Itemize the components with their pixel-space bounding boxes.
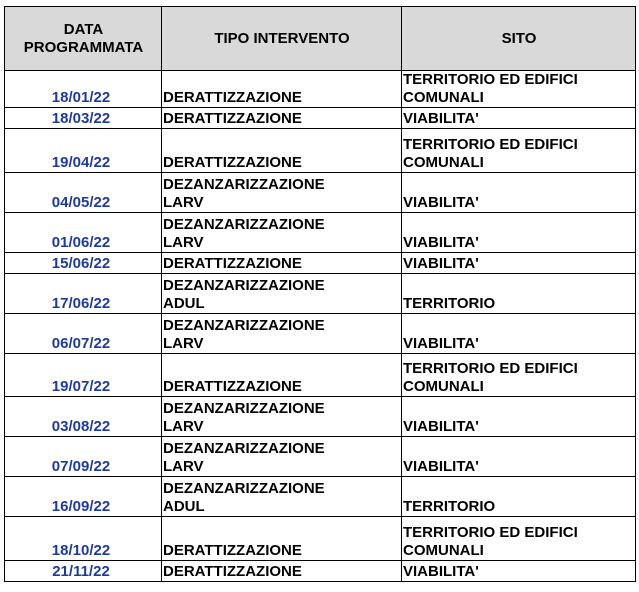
type-line: DEZANZARIZZAZIONE [163, 400, 325, 417]
site-line: VIABILITA' [403, 563, 479, 580]
site-line: TERRITORIO ED EDIFICI [403, 524, 578, 541]
date-cell: 15/06/22 [5, 253, 162, 274]
type-line: DEZANZARIZZAZIONE [163, 480, 325, 497]
site-cell [402, 71, 636, 108]
site-cell [402, 108, 636, 129]
type-line: DEZANZARIZZAZIONE [163, 317, 325, 334]
site-line: VIABILITA' [403, 194, 479, 211]
type-line: DEZANZARIZZAZIONE [163, 216, 325, 233]
table-row [5, 517, 636, 561]
header-date [5, 7, 162, 71]
site-line: VIABILITA' [403, 458, 479, 475]
date-cell: 18/03/22 [5, 108, 162, 129]
site-cell [402, 437, 636, 477]
type-line: DEZANZARIZZAZIONE [163, 277, 325, 294]
site-cell [402, 477, 636, 517]
site-line: TERRITORIO ED EDIFICI [403, 71, 578, 88]
site-cell [402, 173, 636, 213]
site-cell [402, 274, 636, 314]
site-line: TERRITORIO [403, 295, 496, 312]
site-line: COMUNALI [403, 154, 484, 171]
date-cell: 17/06/22 [5, 274, 162, 314]
type-cell [162, 274, 402, 314]
type-line: ADUL [163, 498, 205, 515]
type-line: LARV [163, 194, 204, 211]
table-row [5, 213, 636, 253]
table-row [5, 314, 636, 354]
date-cell: 03/08/22 [5, 397, 162, 437]
type-cell [162, 561, 402, 582]
table-row [5, 274, 636, 314]
date-cell: 01/06/22 [5, 213, 162, 253]
table-row [5, 253, 636, 274]
type-line: LARV [163, 418, 204, 435]
type-line: LARV [163, 234, 204, 251]
type-line: LARV [163, 458, 204, 475]
type-cell [162, 517, 402, 561]
table-row [5, 477, 636, 517]
date-cell: 18/10/22 [5, 517, 162, 561]
type-line: LARV [163, 335, 204, 352]
date-cell: 19/04/22 [5, 129, 162, 173]
date-cell: 21/11/22 [5, 561, 162, 582]
header-date-line-2: PROGRAMMATA [23, 38, 144, 56]
site-cell [402, 517, 636, 561]
site-cell [402, 314, 636, 354]
site-cell [402, 354, 636, 397]
type-cell [162, 397, 402, 437]
site-line: COMUNALI [403, 89, 484, 106]
schedule-table [4, 6, 636, 582]
type-cell [162, 354, 402, 397]
site-line: VIABILITA' [403, 255, 479, 272]
table-row [5, 354, 636, 397]
site-line: TERRITORIO ED EDIFICI [403, 360, 578, 377]
type-line: ADUL [163, 295, 205, 312]
type-cell [162, 173, 402, 213]
type-cell [162, 71, 402, 108]
site-line: VIABILITA' [403, 418, 479, 435]
type-line: DERATTIZZAZIONE [163, 255, 302, 272]
table-row [5, 397, 636, 437]
table-row [5, 173, 636, 213]
table-row [5, 561, 636, 582]
date-cell: 04/05/22 [5, 173, 162, 213]
date-cell: 06/07/22 [5, 314, 162, 354]
type-line: DEZANZARIZZAZIONE [163, 176, 325, 193]
site-cell [402, 397, 636, 437]
type-cell [162, 314, 402, 354]
type-cell [162, 213, 402, 253]
type-cell [162, 437, 402, 477]
date-cell: 16/09/22 [5, 477, 162, 517]
site-line: TERRITORIO [403, 498, 496, 515]
type-line: DERATTIZZAZIONE [163, 542, 302, 559]
date-cell: 07/09/22 [5, 437, 162, 477]
site-line: VIABILITA' [403, 234, 479, 251]
site-line: COMUNALI [403, 378, 484, 395]
header-row [5, 7, 636, 71]
table-row [5, 108, 636, 129]
site-cell [402, 129, 636, 173]
type-line: DERATTIZZAZIONE [163, 110, 302, 127]
type-line: DEZANZARIZZAZIONE [163, 440, 325, 457]
site-cell [402, 561, 636, 582]
type-cell [162, 253, 402, 274]
site-line: VIABILITA' [403, 335, 479, 352]
type-line: DERATTIZZAZIONE [163, 563, 302, 580]
type-line: DERATTIZZAZIONE [163, 154, 302, 171]
table-row [5, 437, 636, 477]
type-line: DERATTIZZAZIONE [163, 89, 302, 106]
site-cell [402, 253, 636, 274]
site-line: COMUNALI [403, 542, 484, 559]
site-line: VIABILITA' [403, 110, 479, 127]
type-cell [162, 108, 402, 129]
header-site: SITO [402, 7, 636, 71]
table-row [5, 71, 636, 108]
site-cell [402, 213, 636, 253]
type-line: DERATTIZZAZIONE [163, 378, 302, 395]
type-cell [162, 129, 402, 173]
date-cell: 18/01/22 [5, 71, 162, 108]
header-type: TIPO INTERVENTO [162, 7, 402, 71]
date-cell: 19/07/22 [5, 354, 162, 397]
type-cell [162, 477, 402, 517]
header-date-line-1: DATA [63, 20, 104, 38]
site-line: TERRITORIO ED EDIFICI [403, 136, 578, 153]
table-row [5, 129, 636, 173]
